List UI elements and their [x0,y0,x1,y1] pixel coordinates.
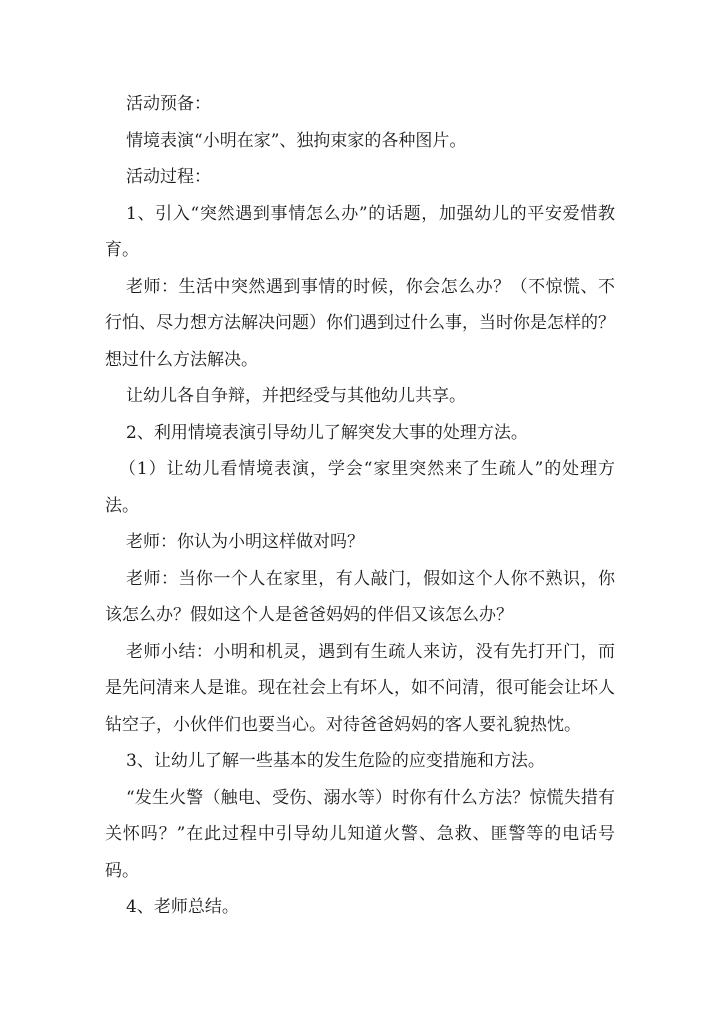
paragraph: “发生火警（触电、受伤、溺水等）时你有什么方法？惊慌失措有关怀吗？”在此过程中引导幼儿知道火警、急救、匪警等的电话号码。 [105,787,615,881]
paragraph: 老师：生活中突然遇到事情的时候，你会怎么办？（不惊慌、不行怕、尽力想方法解决问题）你们遇到过什么事，当时你是怎样的？想过什么方法解决。 [105,276,615,370]
paragraph: 4、老师总结。 [126,897,239,917]
paragraph: 老师：你认为小明这样做对吗？ [126,532,364,552]
paragraph: 1、引入“突然遇到事情怎么办”的话题，加强幼儿的平安爱惜教育。 [105,203,615,260]
paragraph: （1）让幼儿看情境表演，学会“家里突然来了生疏人”的处理方法。 [105,459,615,516]
section-heading-preparation: 活动预备： [126,94,211,114]
paragraph: 老师：当你一个人在家里，有人敲门，假如这个人你不熟识，你该怎么办？假如这个人是爸爸妈妈的伴侣又该怎么办？ [105,568,615,625]
paragraph: 让幼儿各自争辩，并把经受与其他幼儿共享。 [126,386,466,406]
document-body [105,86,615,926]
paragraph: 情境表演“小明在家”、独拘束家的各种图片。 [126,130,467,151]
paragraph: 老师小结：小明和机灵，遇到有生疏人来访，没有先打开门，而是先问清来人是谁。现在社会上有坏人，如不问清，很可能会让坏人钻空子，小伙伴们也要当心。对待爸爸妈妈的客人要礼貌热忱。 [105,641,615,735]
paragraph: 3、让幼儿了解一些基本的发生危险的应变措施和方法。 [126,751,545,771]
section-heading-process: 活动过程： [126,167,211,187]
paragraph: 2、利用情境表演引导幼儿了解突发大事的处理方法。 [126,422,528,443]
